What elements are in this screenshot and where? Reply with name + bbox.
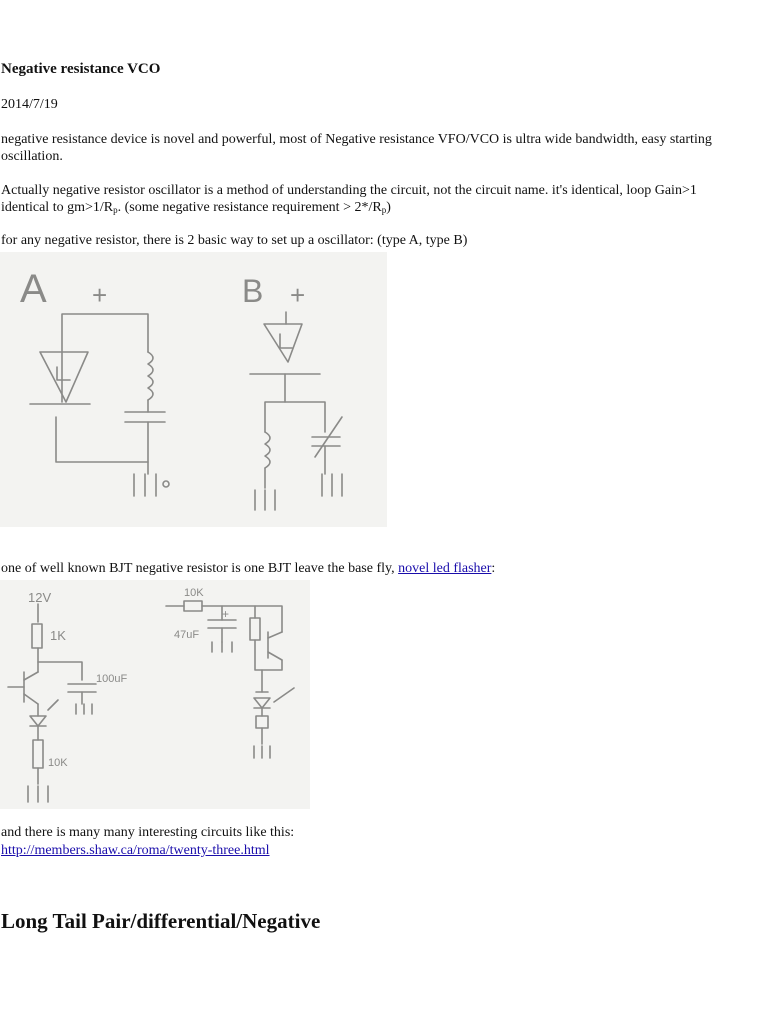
novel-led-flasher-link[interactable]: novel led flasher <box>398 561 492 576</box>
post-date: 2014/7/19 <box>1 97 58 112</box>
label-100uf: 100uF <box>96 673 128 685</box>
paragraph-intro: negative resistance device is novel and powerful, most of Negative resistance VFO/VCO is ultra wide bandwidth, easy starting oscillation. <box>1 132 712 164</box>
label-12v: 12V <box>28 590 52 605</box>
label-plus-cap: + <box>222 607 230 621</box>
p4-text: one of well known BJT negative resistor is one BJT leave the base fly, <box>1 561 399 576</box>
members-shaw-link[interactable]: http://members.shaw.ca/roma/twenty-three.html <box>1 843 270 858</box>
label-10k: 10K <box>48 757 68 769</box>
paragraph-oscillator-types: for any negative resistor, there is 2 basic way to set up a oscillator: (type A, type B) <box>1 233 468 248</box>
sketch-plus-b: + <box>290 280 306 310</box>
sketch-label-b: B <box>242 273 264 309</box>
paragraph-bjt <box>1 560 741 577</box>
post-title: Negative resistance VCO <box>1 61 161 77</box>
p4-end: : <box>491 561 496 576</box>
p2-text-b: . (some negative resistance requirement > 2*/R <box>117 200 382 215</box>
label-10k-b: 10K <box>184 587 204 599</box>
paragraph-interesting-circuits: and there is many many interesting circuits like this: <box>1 825 295 840</box>
paragraph-explanation <box>1 182 741 219</box>
p2-sub-1: p <box>113 205 118 215</box>
sketch-label-a: A <box>20 267 47 311</box>
p2-sub-2: p <box>381 205 387 215</box>
sketch-plus-a: + <box>92 280 108 310</box>
label-1k: 1K <box>50 628 66 643</box>
p2-text-c: ) <box>386 200 391 215</box>
section-heading-long-tail-pair: Long Tail Pair/differential/Negative <box>1 909 321 933</box>
label-47uf: 47uF <box>174 629 200 641</box>
p2-text-a: Actually negative resistor oscillator is a method of understanding the circuit, not the circuit name. it's identical, loop Gain>1 identical to gm>1/R <box>1 183 697 215</box>
sketch-led-flasher-image <box>0 580 310 809</box>
paragraph-link-line <box>1 843 270 859</box>
sketch-oscillator-types-image <box>0 252 387 527</box>
